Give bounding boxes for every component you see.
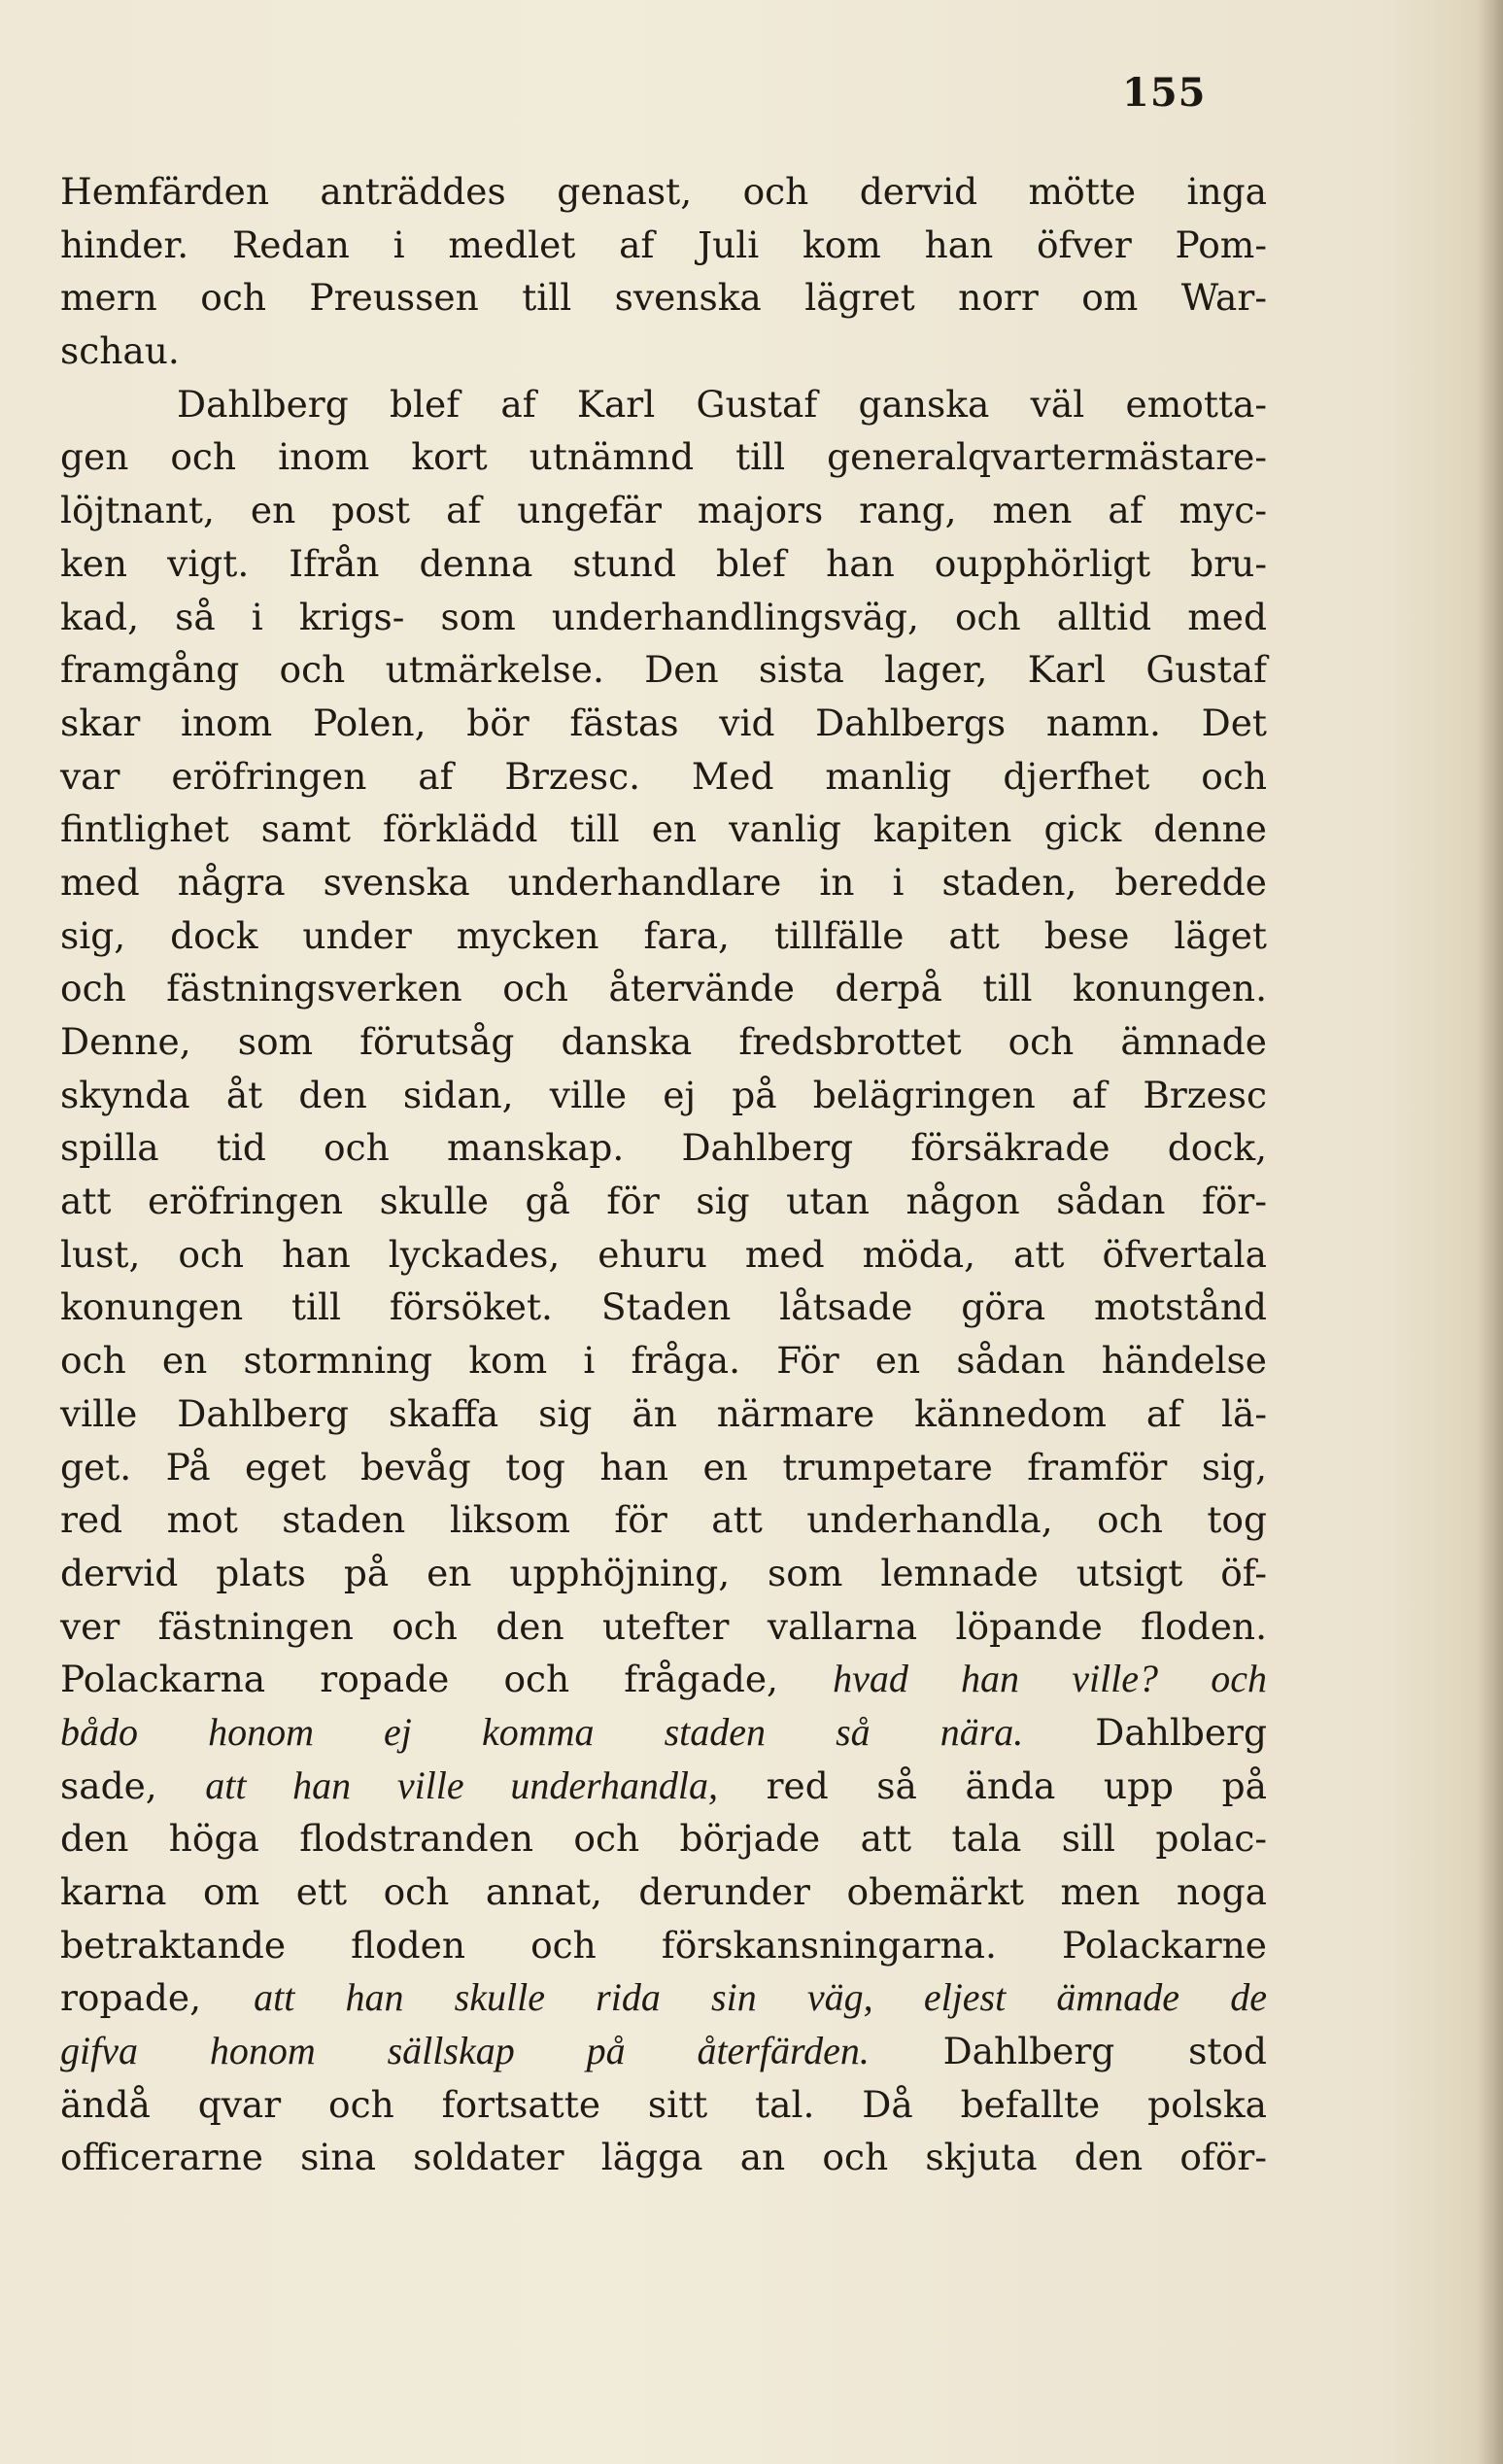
text-line-37: ändå qvar och fortsatte sitt tal. Då befallte polska (60, 2082, 1267, 2126)
text-line-7: löjtnant, en post af ungefär majors rang, men af myc- (60, 489, 1267, 532)
text-line-17: Denne, som förutsåg danska fredsbrottet och ämnade (60, 1020, 1267, 1063)
text-line-15: sig, dock under mycken fara, tillfälle att bese läget (60, 913, 1267, 957)
text-line-22: konungen till försöket. Staden låtsade göra motstånd (60, 1285, 1267, 1329)
text-line-27: dervid plats på en upphöjning, som lemnade utsigt öf- (60, 1551, 1267, 1594)
italic-quote: hvad han ville? och (833, 1657, 1268, 1701)
text-line-5: Dahlberg blef af Karl Gustaf ganska väl emotta- (177, 382, 1267, 426)
page-number: 155 (1122, 70, 1207, 116)
text-line-16: och fästningsverken och återvände derpå till konungen. (60, 967, 1267, 1010)
text-line-11: skar inom Polen, bör fästas vid Dahlbergs namn. Det (60, 701, 1267, 744)
text-line-6: gen och inom kort utnämnd till generalqvartermästare- (60, 435, 1267, 479)
text-line-1: Hemfärden anträddes genast, och dervid mötte inga (60, 170, 1267, 213)
text-line-9: kad, så i krigs- som underhandlingsväg, och alltid med (60, 595, 1267, 638)
text-line-34: betraktande floden och förskansningarna. Polackarne (60, 1923, 1267, 1967)
text-line-18: skynda åt den sidan, ville ej på belägringen af Brzesc (60, 1073, 1267, 1116)
text-line-3: mern och Preussen till svenska lägret norr om War- (60, 276, 1267, 320)
italic-quote: bådo honom ej komma staden så nära. (60, 1709, 1024, 1754)
text-line-12: var eröfringen af Brzesc. Med manlig djerfhet och (60, 754, 1267, 798)
text-line-28: ver fästningen och den utefter vallarna löpande floden. (60, 1604, 1267, 1648)
text-line-35: ropade, att han skulle rida sin väg, eljest ämnade de (60, 1975, 1268, 2020)
text-line-36: gifva honom sällskap på återfärden. Dahlberg stod (60, 2029, 1267, 2073)
text-line-25: get. På eget bevåg tog han en trumpetare framför sig, (60, 1445, 1267, 1489)
text-line-31: sade, att han ville underhandla, red så ända upp på (60, 1762, 1267, 1807)
text-line-24: ville Dahlberg skaffa sig än närmare kännedom af lä- (60, 1391, 1267, 1435)
text-line-21: lust, och han lyckades, ehuru med möda, att öfvertala (60, 1232, 1267, 1276)
text-line-26: red mot staden liksom för att underhandla, och tog (60, 1498, 1267, 1542)
text-line-8: ken vigt. Ifrån denna stund blef han oupphörligt bru- (60, 541, 1267, 585)
page-edge-shadow (1478, 0, 1503, 2464)
text-line-2: hinder. Redan i medlet af Juli kom han öfver Pom- (60, 222, 1267, 266)
text-line-14: med några svenska underhandlare in i staden, beredde (60, 860, 1267, 904)
text-line-19: spilla tid och manskap. Dahlberg försäkrade dock, (60, 1126, 1267, 1170)
text-line-32: den höga flodstranden och började att tala sill polac- (60, 1817, 1267, 1861)
text-line-20: att eröfringen skulle gå för sig utan någon sådan för- (60, 1180, 1267, 1223)
italic-quote: gifva honom sällskap på återfärden. (60, 2029, 870, 2073)
text-line-23: och en stormning kom i fråga. För en sådan händelse (60, 1339, 1267, 1383)
text-line-30: bådo honom ej komma staden så nära. Dahlberg (60, 1709, 1267, 1754)
italic-quote: att han skulle rida sin väg, eljest ämnade de (254, 1975, 1268, 2020)
text-line-4: schau. (60, 329, 180, 373)
body-text (60, 165, 1267, 2184)
text-line-13: fintlighet samt förklädd till en vanlig kapiten gick denne (60, 807, 1267, 851)
text-line-10: framgång och utmärkelse. Den sista lager, Karl Gustaf (60, 648, 1267, 692)
text-line-33: karna om ett och annat, derunder obemärkt men noga (60, 1870, 1267, 1913)
text-line-38: officerarne sina soldater lägga an och skjuta den oför- (60, 2136, 1267, 2179)
text-line-29: Polackarna ropade och frågade, hvad han ville? och (60, 1657, 1268, 1701)
italic-quote: att han ville underhandla, (205, 1762, 719, 1807)
